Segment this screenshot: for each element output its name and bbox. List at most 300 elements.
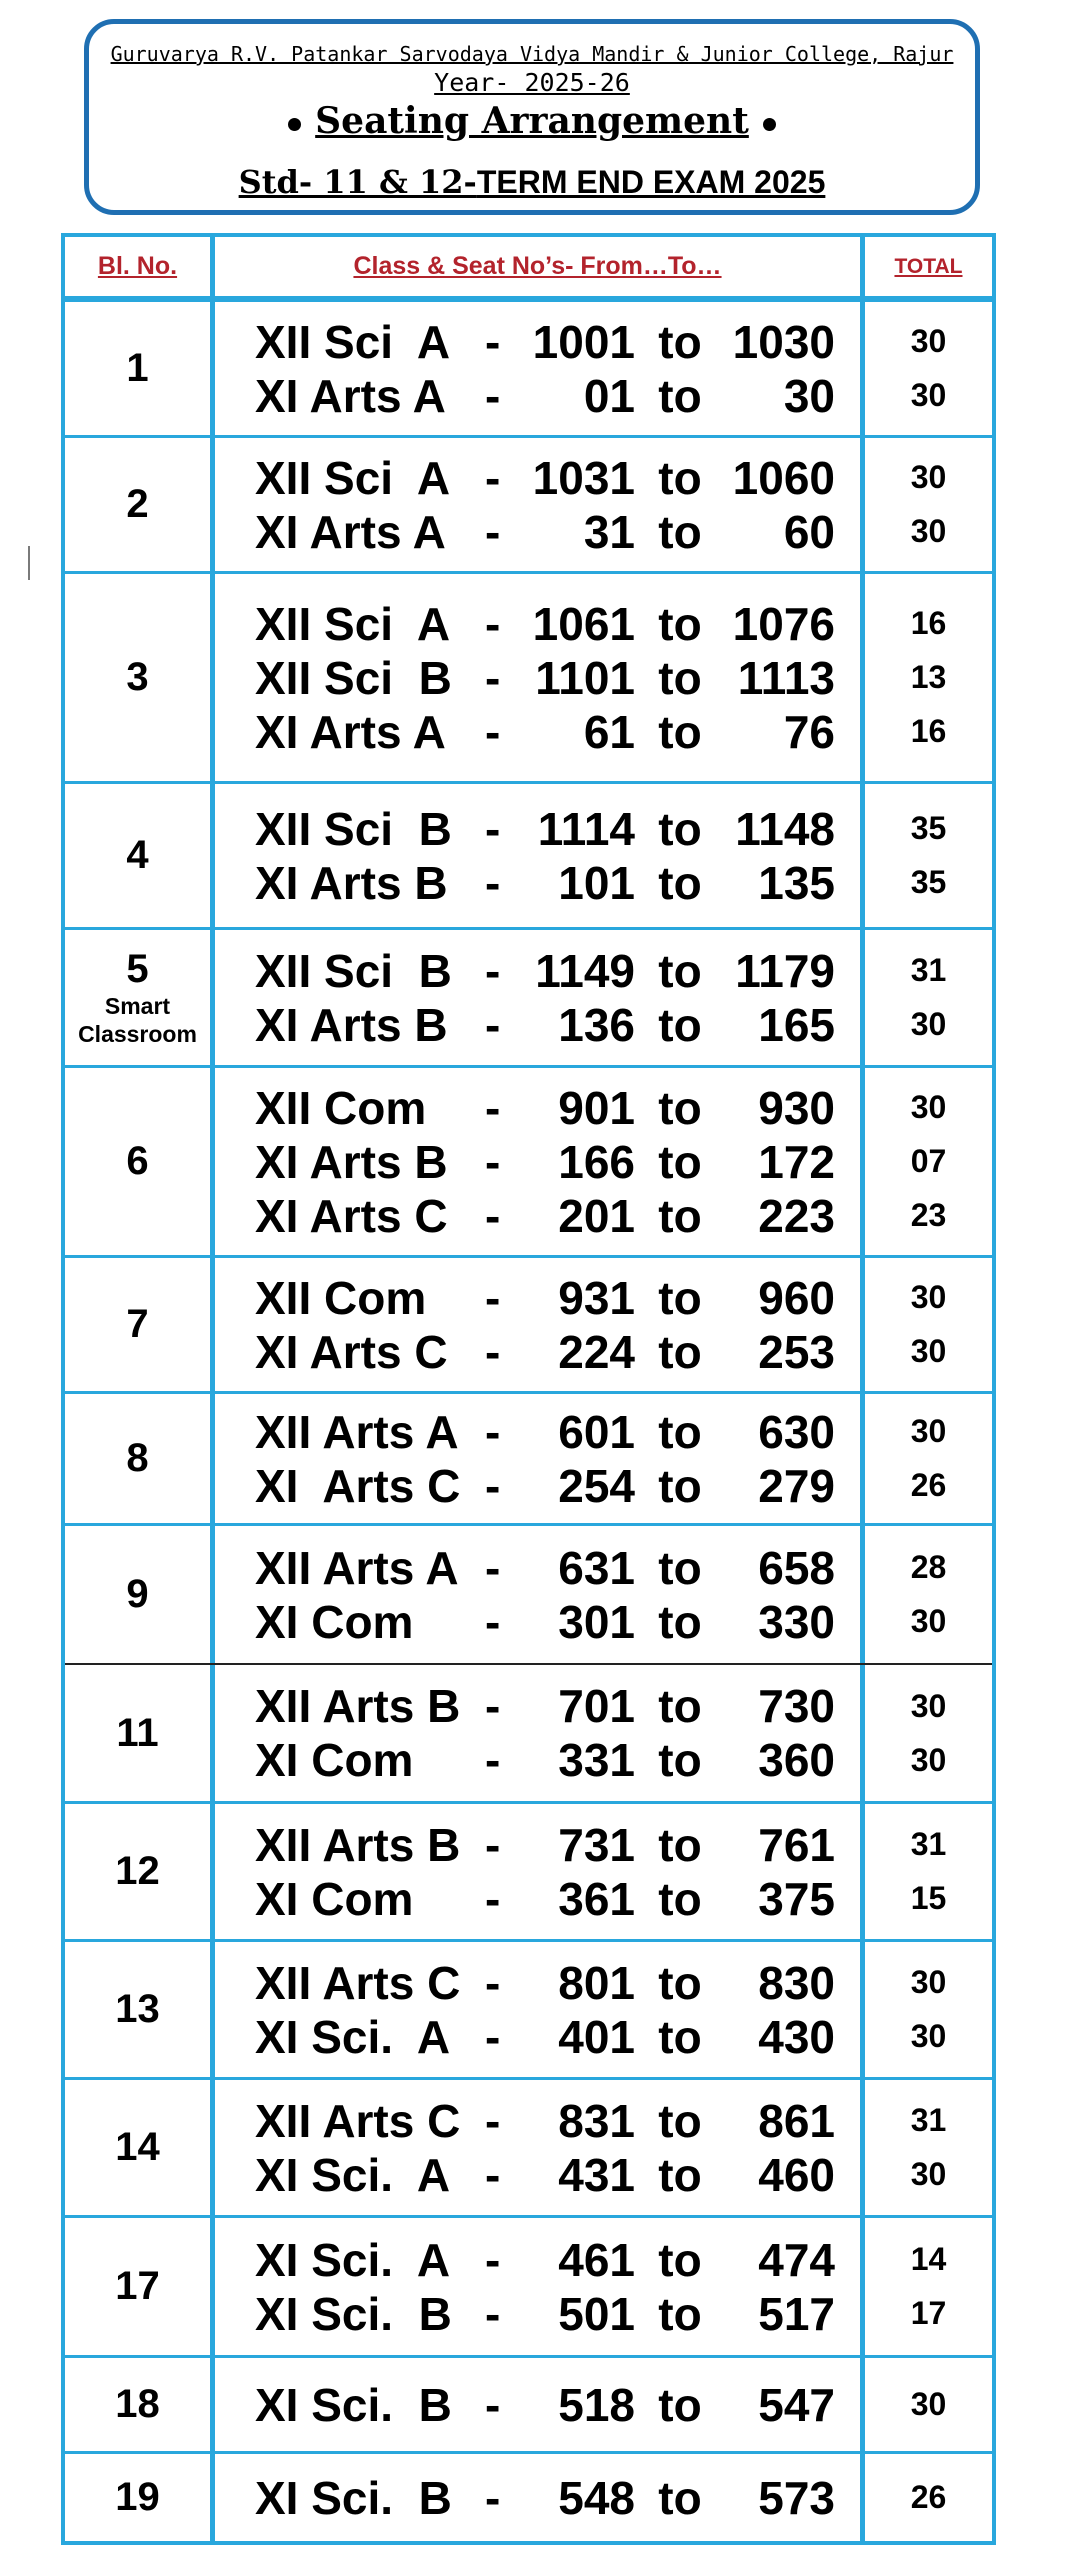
separator: - [485, 2148, 501, 2201]
block-note: Smart [104, 993, 171, 1019]
block-number-cell [65, 438, 215, 571]
block-number-cell [65, 2454, 215, 2541]
text-cursor [28, 546, 30, 580]
seat-to: 658 [758, 1541, 835, 1594]
block-number: 13 [115, 1987, 160, 2031]
seat-to: 730 [758, 1680, 835, 1732]
block-number-cell [65, 1526, 215, 1663]
seat-range-line [255, 651, 835, 705]
table-row [65, 2451, 992, 2541]
separator: - [485, 1734, 501, 1786]
total-value: 15 [910, 1880, 947, 1916]
separator: - [485, 505, 501, 558]
class-name: XI Com [255, 1595, 414, 1648]
class-seat-cell [215, 302, 865, 435]
separator: - [485, 651, 501, 704]
seat-to: 1060 [732, 451, 835, 504]
to-label: to [658, 998, 702, 1051]
table-row [65, 927, 992, 1065]
separator: - [485, 1405, 501, 1458]
separator: - [485, 2378, 501, 2431]
seat-to: 253 [758, 1325, 835, 1378]
total-cell [865, 2218, 992, 2355]
total-cell [865, 2080, 992, 2215]
page-title [89, 100, 975, 142]
seat-range-line [255, 1405, 835, 1459]
separator: - [485, 1680, 501, 1732]
class-seat-cell [215, 1942, 865, 2077]
total-value: 16 [910, 605, 947, 641]
class-name: XI Arts A [255, 369, 446, 422]
seat-to: 135 [758, 856, 835, 909]
table-row [65, 435, 992, 571]
to-label: to [658, 1734, 702, 1786]
total-value: 30 [910, 1413, 947, 1449]
seat-from: 1101 [535, 651, 635, 704]
separator: - [485, 1595, 501, 1648]
seat-to: 223 [758, 1189, 835, 1242]
seat-to: 76 [783, 705, 835, 758]
total-value: 23 [910, 1197, 947, 1233]
separator: - [485, 2094, 501, 2147]
total-value: 07 [910, 1143, 947, 1179]
class-name: XI Arts B [255, 998, 448, 1051]
separator: - [485, 1189, 501, 1242]
to-label: to [658, 2287, 702, 2340]
seat-from: 361 [558, 1872, 635, 1925]
to-label: to [658, 451, 702, 504]
class-name: XII Arts A [255, 1541, 459, 1594]
class-name: XI Com [255, 1872, 414, 1925]
to-label: to [658, 1405, 702, 1458]
total-value: 31 [910, 1826, 947, 1862]
seat-to: 172 [758, 1135, 835, 1188]
total-value: 31 [910, 2102, 947, 2138]
block-number: 3 [126, 655, 149, 699]
seat-range-line [255, 2094, 835, 2148]
seat-from: 701 [558, 1680, 635, 1732]
separator: - [485, 1081, 501, 1134]
seat-range-line [255, 2287, 835, 2341]
to-label: to [658, 2094, 702, 2147]
block-number: 7 [126, 1302, 149, 1346]
seat-from: 101 [558, 856, 635, 909]
seat-range-line [255, 315, 835, 369]
total-value: 30 [910, 1603, 947, 1639]
table-row [65, 1255, 992, 1391]
seat-to: 573 [758, 2471, 835, 2524]
table-row [65, 2215, 992, 2355]
seat-from: 518 [558, 2378, 635, 2431]
class-name: XI Arts C [255, 1459, 461, 1512]
separator: - [485, 2287, 501, 2340]
seat-range-line [255, 705, 835, 759]
to-label: to [658, 1459, 702, 1512]
total-cell [865, 1665, 992, 1801]
class-name: XI Arts B [255, 856, 448, 909]
seat-range-line [255, 1135, 835, 1189]
seat-to: 30 [783, 369, 835, 422]
block-number: 1 [126, 346, 149, 390]
separator: - [485, 369, 501, 422]
to-label: to [658, 505, 702, 558]
total-value: 31 [910, 952, 947, 988]
to-label: to [658, 651, 702, 704]
to-label: to [658, 1595, 702, 1648]
block-number-cell [65, 1665, 215, 1801]
block-number: 11 [116, 1710, 159, 1755]
to-label: to [658, 1325, 702, 1378]
separator: - [485, 1818, 501, 1871]
exam-title [89, 163, 975, 201]
seat-to: 761 [758, 1818, 835, 1871]
seat-to: 279 [758, 1459, 835, 1512]
class-name: XII Sci A [255, 315, 451, 368]
total-cell [865, 2358, 992, 2451]
class-name: XII Sci A [255, 597, 451, 650]
to-label: to [658, 2378, 702, 2431]
seat-to: 165 [758, 998, 835, 1051]
class-name: XII Com [255, 1271, 427, 1324]
to-label: to [658, 2233, 702, 2286]
class-seat-cell [215, 2080, 865, 2215]
block-number-cell [65, 2218, 215, 2355]
block-number-cell [65, 1258, 215, 1391]
seat-to: 1148 [735, 802, 835, 855]
total-cell [865, 1942, 992, 2077]
to-label: to [658, 2471, 702, 2524]
class-name: XII Arts B [255, 1818, 461, 1871]
seat-to: 1076 [732, 597, 835, 650]
block-number-cell [65, 302, 215, 435]
to-label: to [658, 1541, 702, 1594]
seat-range-line [255, 2378, 835, 2432]
class-name: XII Sci B [255, 944, 452, 997]
seat-range-line [255, 1872, 835, 1926]
class-name: XI Arts A [255, 505, 446, 558]
seat-range-line [255, 1595, 835, 1649]
seat-from: 548 [558, 2471, 635, 2524]
seat-to: 960 [758, 1271, 835, 1324]
col-total-header: TOTAL [894, 254, 963, 278]
seat-from: 201 [558, 1189, 635, 1242]
separator: - [485, 2471, 501, 2524]
seat-to: 547 [758, 2378, 835, 2431]
seat-range-line [255, 856, 835, 910]
seat-to: 460 [758, 2148, 835, 2201]
to-label: to [658, 2148, 702, 2201]
total-value: 30 [910, 513, 947, 549]
seat-range-line [255, 944, 835, 998]
class-seat-cell [215, 930, 865, 1065]
exam-name: TERM END EXAM 2025 [476, 164, 826, 200]
class-seat-cell [215, 438, 865, 571]
seat-range-line [255, 1679, 835, 1733]
total-value: 30 [910, 377, 947, 413]
total-value: 30 [910, 2018, 947, 2054]
seat-to: 830 [758, 1956, 835, 2009]
seat-to: 1030 [732, 315, 835, 368]
total-value: 30 [910, 1006, 947, 1042]
separator: - [485, 1271, 501, 1324]
block-number-cell [65, 1804, 215, 1939]
seat-from: 1061 [532, 597, 635, 650]
to-label: to [658, 1135, 702, 1188]
total-value: 30 [910, 459, 947, 495]
seat-from: 136 [558, 998, 635, 1051]
block-number: 19 [115, 2475, 160, 2519]
block-number: 14 [115, 2125, 160, 2169]
seat-from: 331 [558, 1734, 635, 1786]
table-header-row [65, 237, 992, 299]
seat-from: 601 [558, 1405, 635, 1458]
class-name: XI Sci. A [255, 2233, 451, 2286]
to-label: to [658, 856, 702, 909]
block-number: 9 [126, 1572, 149, 1616]
seat-from: 501 [558, 2287, 635, 2340]
separator: - [485, 2010, 501, 2063]
bullet-icon [288, 118, 301, 131]
seat-to: 630 [758, 1405, 835, 1458]
seat-to: 360 [758, 1734, 835, 1786]
bullet-icon [763, 118, 776, 131]
total-value: 35 [910, 864, 947, 900]
separator: - [485, 1956, 501, 2009]
class-name: XI Arts C [255, 1325, 448, 1378]
to-label: to [658, 1680, 702, 1732]
total-cell [865, 1068, 992, 1255]
seat-range-line [255, 1818, 835, 1872]
col-class-header: Class & Seat No’s- From…To… [215, 237, 865, 296]
school-name: Guruvarya R.V. Patankar Sarvodaya Vidya Mandir & Junior College, Rajur [110, 42, 954, 66]
seat-to: 1179 [735, 944, 835, 997]
seat-from: 224 [558, 1325, 635, 1378]
table-row [65, 1523, 992, 1663]
total-value: 30 [910, 1089, 947, 1125]
table-row [65, 2355, 992, 2451]
total-value: 35 [910, 810, 947, 846]
to-label: to [658, 705, 702, 758]
title-text: Seating Arrangement [315, 100, 749, 142]
seat-range-line [255, 2148, 835, 2202]
block-number-cell [65, 574, 215, 781]
to-label: to [658, 369, 702, 422]
class-name: XI Sci. A [255, 2010, 451, 2063]
seat-from: 631 [558, 1541, 635, 1594]
total-cell [865, 2454, 992, 2541]
total-value: 30 [910, 2386, 947, 2422]
seat-range-line [255, 1541, 835, 1595]
seat-from: 254 [558, 1459, 635, 1512]
separator: - [485, 998, 501, 1051]
standard-label: Std- 11 & 12- [238, 163, 477, 201]
seat-to: 861 [758, 2094, 835, 2147]
seat-range-line [255, 998, 835, 1052]
total-cell [865, 302, 992, 435]
to-label: to [658, 802, 702, 855]
table-row [65, 1663, 992, 1801]
to-label: to [658, 1818, 702, 1871]
block-number: 6 [126, 1139, 149, 1183]
total-value: 30 [910, 1279, 947, 1315]
seat-from: 831 [558, 2094, 635, 2147]
total-cell [865, 930, 992, 1065]
total-value: 30 [910, 2156, 947, 2192]
seat-range-line [255, 2233, 835, 2287]
seat-to: 430 [758, 2010, 835, 2063]
separator: - [485, 1541, 501, 1594]
class-name: XI Sci. B [255, 2287, 452, 2340]
seat-range-line [255, 1733, 835, 1787]
seat-from: 931 [558, 1271, 635, 1324]
separator: - [485, 856, 501, 909]
separator: - [485, 451, 501, 504]
block-number-cell [65, 1394, 215, 1523]
seat-from: 166 [558, 1135, 635, 1188]
seat-to: 330 [758, 1595, 835, 1648]
total-cell [865, 784, 992, 927]
class-name: XI Sci. B [255, 2471, 452, 2524]
block-number-cell [65, 2080, 215, 2215]
class-seat-cell [215, 1665, 865, 1801]
total-value: 26 [910, 2479, 947, 2515]
to-label: to [658, 1956, 702, 2009]
block-number: 2 [126, 482, 149, 526]
to-label: to [658, 1081, 702, 1134]
block-number: 8 [126, 1436, 149, 1480]
col-block-header: Bl. No. [65, 237, 215, 296]
separator: - [485, 315, 501, 368]
seat-range-line [255, 597, 835, 651]
table-row [65, 571, 992, 781]
to-label: to [658, 2010, 702, 2063]
table-row [65, 1939, 992, 2077]
class-name: XII Arts C [255, 1956, 461, 2009]
seat-range-line [255, 505, 835, 559]
block-number-cell [65, 1068, 215, 1255]
class-name: XII Sci B [255, 802, 452, 855]
seat-range-line [255, 451, 835, 505]
class-seat-cell [215, 1258, 865, 1391]
seat-from: 1001 [532, 315, 635, 368]
seat-to: 375 [758, 1872, 835, 1925]
seat-range-line [255, 1956, 835, 2010]
class-seat-cell [215, 784, 865, 927]
header-box [84, 19, 980, 215]
class-seat-cell [215, 1526, 865, 1663]
class-name: XI Sci. A [255, 2148, 451, 2201]
seat-range-line [255, 1459, 835, 1513]
class-name: XII Arts B [255, 1680, 461, 1732]
to-label: to [658, 315, 702, 368]
total-cell [865, 438, 992, 571]
separator: - [485, 2233, 501, 2286]
seat-from: 301 [558, 1595, 635, 1648]
seat-from: 01 [583, 369, 635, 422]
seat-from: 1114 [537, 802, 635, 855]
class-seat-cell [215, 1394, 865, 1523]
table-row [65, 299, 992, 435]
seat-from: 1149 [535, 944, 635, 997]
seat-range-line [255, 1189, 835, 1243]
seat-from: 801 [558, 1956, 635, 2009]
block-number-cell [65, 1942, 215, 2077]
seat-from: 1031 [532, 451, 635, 504]
seat-range-line [255, 1271, 835, 1325]
total-value: 13 [910, 659, 947, 695]
separator: - [485, 597, 501, 650]
seat-range-line [255, 1081, 835, 1135]
class-seat-cell [215, 2218, 865, 2355]
block-number: 12 [115, 1849, 160, 1893]
seat-range-line [255, 2471, 835, 2525]
table-row [65, 1065, 992, 1255]
table-row [65, 1801, 992, 1939]
to-label: to [658, 1189, 702, 1242]
total-value: 30 [910, 1964, 947, 2000]
total-value: 14 [910, 2241, 947, 2277]
seat-to: 1113 [737, 651, 835, 704]
table-row [65, 2077, 992, 2215]
seat-from: 31 [583, 505, 635, 558]
class-seat-cell [215, 1804, 865, 1939]
block-number: 18 [115, 2382, 160, 2426]
separator: - [485, 1135, 501, 1188]
total-value: 16 [910, 713, 947, 749]
seat-from: 431 [558, 2148, 635, 2201]
total-cell [865, 1258, 992, 1391]
block-number: 17 [115, 2264, 160, 2308]
seat-from: 901 [558, 1081, 635, 1134]
class-name: XII Arts A [255, 1405, 459, 1458]
seat-from: 461 [558, 2233, 635, 2286]
seat-to: 60 [783, 505, 835, 558]
total-cell [865, 1394, 992, 1523]
class-name: XII Sci A [255, 451, 451, 504]
seat-range-line [255, 369, 835, 423]
class-seat-cell [215, 1068, 865, 1255]
block-number: 4 [126, 833, 149, 877]
seat-from: 401 [558, 2010, 635, 2063]
to-label: to [658, 1271, 702, 1324]
class-name: XI Sci. B [255, 2378, 452, 2431]
block-number-cell [65, 2358, 215, 2451]
total-value: 30 [910, 323, 947, 359]
class-seat-cell [215, 2358, 865, 2451]
total-value: 30 [910, 1333, 947, 1369]
seat-to: 517 [758, 2287, 835, 2340]
class-seat-cell [215, 574, 865, 781]
seat-to: 930 [758, 1081, 835, 1134]
separator: - [485, 1325, 501, 1378]
total-cell [865, 1804, 992, 1939]
block-number-cell [65, 784, 215, 927]
total-value: 30 [910, 1741, 947, 1778]
seat-from: 731 [558, 1818, 635, 1871]
to-label: to [658, 944, 702, 997]
class-name: XII Com [255, 1081, 427, 1134]
class-name: XII Arts C [255, 2094, 461, 2147]
to-label: to [658, 1872, 702, 1925]
class-name: XII Sci B [255, 651, 452, 704]
total-value: 26 [910, 1467, 947, 1503]
table-body [65, 299, 992, 2541]
total-value: 30 [910, 1687, 947, 1724]
total-value: 28 [910, 1549, 947, 1585]
academic-year: Year- 2025-26 [434, 68, 630, 97]
class-name: XI Arts B [255, 1135, 448, 1188]
seat-to: 474 [758, 2233, 835, 2286]
